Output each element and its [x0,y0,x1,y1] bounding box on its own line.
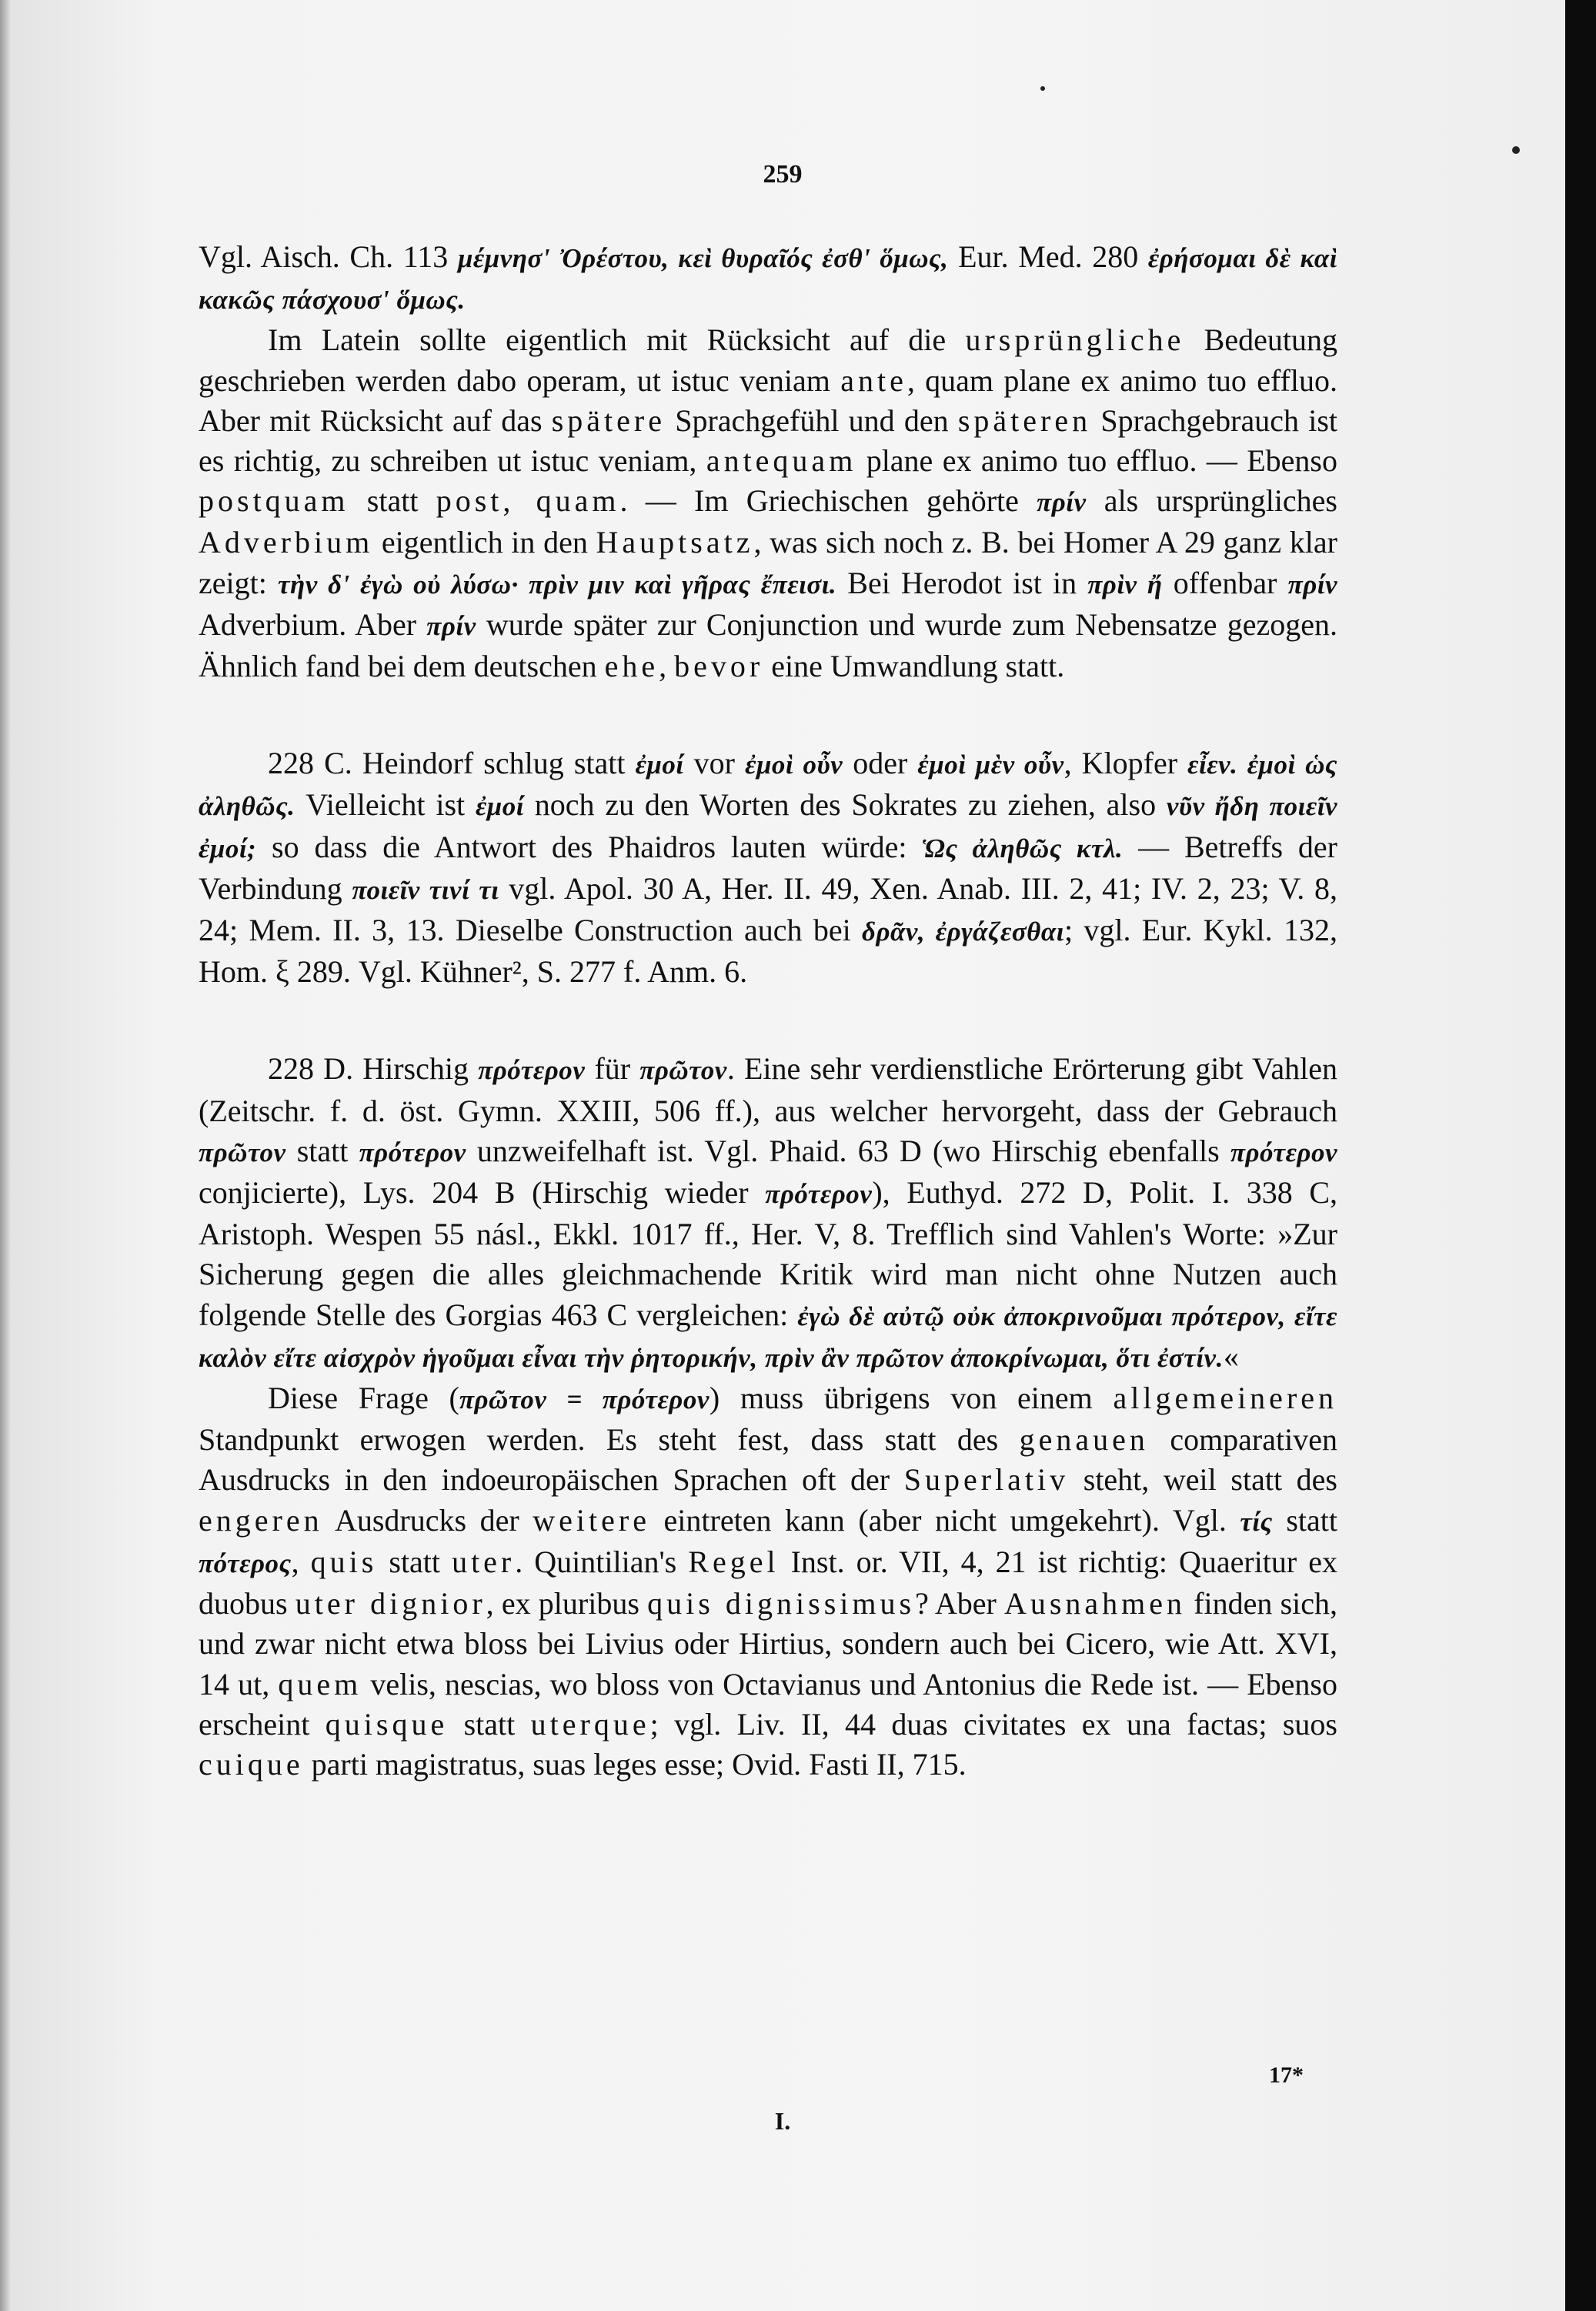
text-run: steht, weil statt des [1069,1462,1337,1498]
paragraph [199,237,1337,320]
spaced-emphasis: quis [310,1544,378,1579]
body-text [199,237,1337,1785]
text-run: vgl. Apol. 30 A, Her. II. 49, Xen. Anab. III. 2, 41; IV. 2, 23; V. 8, 24; Mem. II. 3, 13. Dieselbe Construction auch bei [199,870,1337,948]
greek-quote: εἶεν. ἐμοὶ ὡς ἀληθῶς. [199,750,1337,822]
text-run: ; vgl. Eur. Kykl. 132, Hom. ξ 289. Vgl. Kühner², S. 277 f. Anm. 6. [199,913,1337,990]
text-run: Adverbium. Aber [199,606,427,642]
spaced-emphasis: Regel [688,1544,780,1579]
spaced-emphasis: uterque [530,1706,650,1742]
text-run: plane ex animo tuo effluo. — Ebenso [856,443,1337,479]
text-run: « [1223,1338,1239,1374]
greek-quote: πρῶτον [639,1055,727,1086]
greek-quote: τίς [1240,1506,1273,1537]
greek-quote: πρότερον [478,1055,586,1086]
spaced-emphasis: allgemeineren [1113,1381,1338,1416]
page-gutter-shadow [0,0,11,2311]
greek-quote: Ὡς ἀληθῶς κτλ. [922,833,1124,863]
text-run: statt [448,1706,531,1742]
text-run: 228 C. Heindorf schlug statt [268,746,636,781]
text-run: wurde später zur Conjunction und wurde zum Nebensatze gezogen. Ähnlich fand bei dem deutschen [199,606,1337,684]
greek-quote: πρότερον [1230,1137,1337,1167]
text-run: comparativen Ausdrucks in den indoeuropäischen Sprachen oft der [199,1422,1337,1498]
greek-quote: ἐμοὶ οὖν [745,750,843,780]
text-run: conjicierte), Lys. 204 B (Hirschig wieder [199,1175,766,1211]
text-run: ), Euthyd. 272 D, Polit. I. 338 C, Aristoph. Wespen 55 násl., Ekkl. 1017 ff., Her. V, 8. Trefflich sind Vahlen's Worte: »Zur Sicherung gegen die alles gleichmachende Kritik wird man nicht ohne Nutzen auch folgende Stelle des Gorgias 463 C vergleichen: [199,1175,1338,1332]
greek-quote: τὴν δ' ἐγὼ οὐ λύσω· πρὶν μιν καὶ γῆρας ἔπεισι. [277,569,837,599]
text-run: , [659,649,675,684]
text-run: 228 D. Hirschig [268,1051,479,1087]
page-number: 259 [763,160,803,189]
spaced-emphasis: späteren [957,402,1092,438]
text-run: statt [349,483,436,519]
spaced-emphasis: uter dignior [295,1586,486,1621]
text-run: . Eine sehr verdienstliche Erörterung gibt Vahlen (Zeitschr. f. d. öst. Gymn. XXIII, 506 ff.), aus welcher hervorgeht, dass der Gebrauch [199,1051,1338,1128]
text-run: statt [377,1544,452,1579]
spaced-emphasis: quem [278,1666,362,1702]
text-run: Sprachgefühl und den [666,402,958,438]
spaced-emphasis: ehe [604,649,659,684]
spaced-emphasis: Ausnahmen [1003,1586,1187,1621]
spaced-emphasis: genauen [1019,1422,1149,1458]
greek-quote: μέμνησ' Ὀρέστου, κεὶ θυραῖός ἐσθ' ὅμως, [457,243,949,273]
text-run: eigentlich in den [373,525,596,560]
text-run: als ursprüngliches [1086,483,1338,519]
paragraph-gap [199,686,1337,743]
spaced-emphasis: antequam [706,443,857,479]
greek-quote: πρῶτον = πρότερον [459,1384,710,1415]
text-run: , quam plane ex animo tuo effluo. Aber mit Rücksicht auf das [199,362,1337,438]
text-run: , Klopfer [1063,746,1188,781]
text-run: . — Im Griechischen gehörte [619,483,1037,519]
text-run: so dass die Antwort des Phaidros lauten würde: [256,829,923,864]
text-run: Vielleicht ist [295,787,476,823]
text-run: eintreten kann (aber nicht umgekehrt). Vgl. [649,1502,1240,1538]
text-run: Eur. Med. 280 [948,239,1148,274]
greek-quote: ἐγὼ δὲ αὐτῷ οὐκ ἀποκρινοῦμαι πρότερον, εἴτε καλὸν εἴτε αἰσχρὸν ἡγοῦμαι εἶναι τὴν ῥητορικήν, πρὶν ἂν πρῶτον ἀποκρίνωμαι, ὅτι ἐστίν. [199,1301,1338,1373]
text-run: , was sich noch z. B. bei Homer A 29 ganz klar zeigt: [199,525,1337,600]
text-run: Inst. or. VII, 4, 21 ist richtig: Quaeritur ex duobus [199,1544,1338,1621]
spaced-emphasis: post, quam [436,483,620,519]
text-run: , ex pluribus [486,1586,648,1621]
paragraph [199,320,1337,686]
spaced-emphasis: Adverbium [199,525,374,560]
text-run: oder [843,746,918,781]
spaced-emphasis: uter [452,1544,516,1579]
scan-speck [1512,146,1520,154]
text-run: . Quintilian's [515,1544,689,1579]
spaced-emphasis: engeren [199,1502,323,1538]
text-run: ; vgl. Liv. II, 44 duas civitates ex una factas; suos [649,1706,1338,1742]
spaced-emphasis: Hauptsatz [596,525,754,560]
text-run: parti magistratus, suas leges esse; Ovid. Fasti II, 715. [303,1746,967,1782]
text-run: velis, nescias, wo bloss von Octavianus und Antonius die Rede ist. — Ebenso erscheint [199,1666,1337,1742]
paragraph [199,1049,1337,1378]
spaced-emphasis: postquam [199,483,349,519]
text-run: vor [683,746,746,781]
text-run: , [291,1544,311,1579]
spaced-emphasis: spätere [551,402,666,438]
spaced-emphasis: cuique [199,1746,304,1782]
text-run: finden sich, und zwar nicht etwa bloss bei Livius oder Hirtius, sondern auch bei Cicero, wie Att. XVI, 14 ut, [199,1586,1338,1702]
signature-center-mark: I. [774,2107,791,2135]
paragraph [199,743,1337,992]
text-run: Ausdrucks der [322,1502,533,1538]
spaced-emphasis: bevor [674,649,764,684]
text-run: statt [1272,1502,1337,1538]
text-run: Standpunkt erwogen werden. Es steht fest, dass statt des [199,1422,1020,1458]
text-run: eine Umwandlung statt. [763,649,1065,684]
signature-mark: 17* [1269,2062,1304,2088]
spaced-emphasis: ursprüngliche [965,322,1185,358]
text-run: Bei Herodot ist in [836,565,1088,600]
greek-quote: ἐμοί [635,750,684,780]
greek-quote: ἐμοὶ μὲν οὖν [917,750,1064,780]
greek-quote: πρίν [1287,569,1337,599]
paragraph [199,1378,1337,1785]
text-run: — Betreffs der Verbindung [199,829,1338,906]
greek-quote: νῦν ἤδη ποιεῖν ἐμοί; [199,791,1337,863]
text-run: für [585,1051,640,1087]
greek-quote: πρῶτον [199,1137,286,1167]
greek-quote: ἐμοί [475,791,524,822]
spaced-emphasis: ante [840,362,907,398]
scan-speck [1040,86,1045,91]
text-run: Sprachgebrauch ist es richtig, zu schreiben ut istuc veniam, [199,402,1337,479]
greek-quote: πρίν [1037,487,1087,518]
text-run: noch zu den Worten des Sokrates zu ziehen, also [523,787,1167,823]
text-run: Vgl. Aisch. Ch. 113 [199,239,458,274]
scan-edge [1565,0,1596,2311]
greek-quote: ποιεῖν τινί τι [352,874,499,905]
spaced-emphasis: weitere [533,1502,650,1538]
greek-quote: πρότερον [765,1179,873,1210]
greek-quote: ἐρήσομαι δὲ καὶ κακῶς πάσχουσ' ὅμως. [199,243,1338,316]
spaced-emphasis: quis dignissimus [647,1586,916,1621]
spaced-emphasis: Superlativ [903,1462,1070,1498]
text-run: Im Latein sollte eigentlich mit Rücksicht auf die [268,322,966,358]
text-run: ) muss übrigens von einem [709,1381,1114,1416]
text-run: Diese Frage ( [268,1381,459,1416]
text-run: unzweifelhaft ist. Vgl. Phaid. 63 D (wo Hirschig ebenfalls [466,1133,1230,1168]
text-run: ? Aber [915,1586,1004,1621]
greek-quote: δρᾶν, ἐργάζεσθαι [862,917,1064,947]
greek-quote: πρίν [426,610,476,641]
text-run: statt [285,1133,359,1168]
greek-quote: πρότερον [359,1137,466,1167]
greek-quote: πρὶν ἤ [1087,569,1163,599]
text-run: offenbar [1162,565,1288,600]
greek-quote: πότερος [199,1548,292,1578]
paragraph-gap [199,992,1337,1049]
spaced-emphasis: quisque [325,1706,449,1742]
text-run: Bedeutung geschrieben werden dabo operam, ut istuc veniam [199,322,1337,398]
